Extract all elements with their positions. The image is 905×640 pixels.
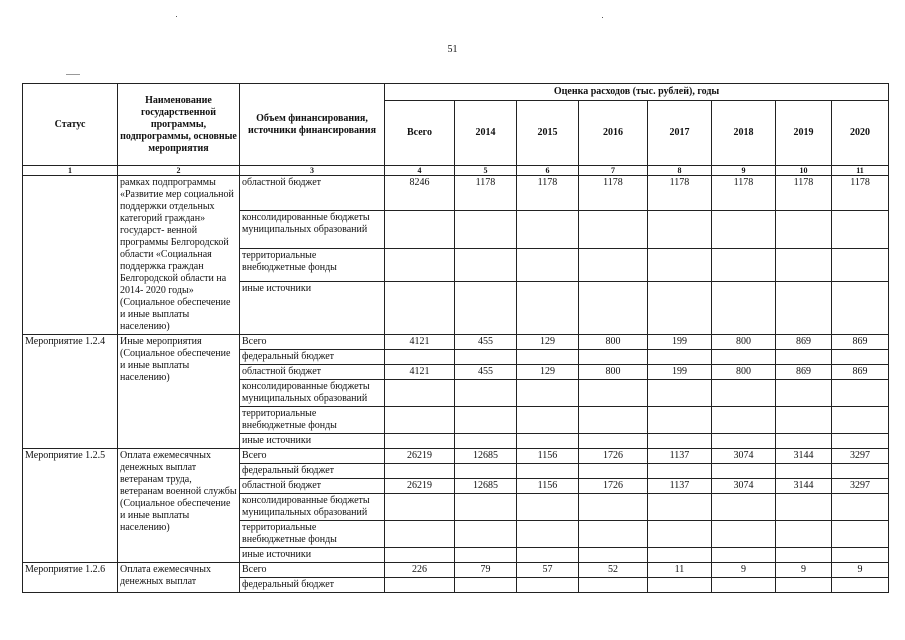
amount-cell: 3074 bbox=[712, 449, 776, 464]
amount-cell: 52 bbox=[579, 563, 648, 578]
funding-source-cell: областной бюджет bbox=[240, 176, 385, 211]
header-name: Наименование государственной программы, подпрограммы, основные мероприятия bbox=[118, 84, 240, 166]
amount-cell bbox=[455, 578, 517, 593]
funding-source-cell: иные источники bbox=[240, 282, 385, 335]
amount-cell: 9 bbox=[832, 563, 889, 578]
amount-cell bbox=[385, 521, 455, 548]
amount-cell: 1726 bbox=[579, 449, 648, 464]
amount-cell bbox=[579, 350, 648, 365]
amount-cell: 800 bbox=[712, 335, 776, 350]
amount-cell bbox=[385, 464, 455, 479]
amount-cell: 1178 bbox=[517, 176, 579, 211]
amount-cell: 129 bbox=[517, 365, 579, 380]
column-number: 4 bbox=[385, 166, 455, 176]
amount-cell bbox=[385, 494, 455, 521]
amount-cell bbox=[712, 249, 776, 282]
amount-cell bbox=[455, 380, 517, 407]
amount-cell bbox=[579, 494, 648, 521]
amount-cell bbox=[455, 521, 517, 548]
amount-cell bbox=[712, 407, 776, 434]
amount-cell bbox=[832, 494, 889, 521]
amount-cell bbox=[832, 578, 889, 593]
amount-cell bbox=[455, 211, 517, 249]
funding-source-cell: консолидированные бюджеты муниципальных образований bbox=[240, 494, 385, 521]
funding-source-cell: Всего bbox=[240, 449, 385, 464]
amount-cell bbox=[517, 548, 579, 563]
amount-cell bbox=[648, 578, 712, 593]
amount-cell bbox=[776, 578, 832, 593]
program-name-cell: Оплата ежемесячных денежных выплат bbox=[118, 563, 240, 593]
amount-cell: 1156 bbox=[517, 449, 579, 464]
amount-cell bbox=[517, 434, 579, 449]
amount-cell bbox=[712, 211, 776, 249]
amount-cell: 226 bbox=[385, 563, 455, 578]
program-name-cell: рамках подпрограммы «Развитие мер социальной поддержки отдельных категорий граждан» государст- венной программы Белгородской области «Социальная поддержка граждан Белгородской области на 2014- 2020 годы» (Социальное обеспечение и иные выплаты населению) bbox=[118, 176, 240, 335]
amount-cell bbox=[455, 249, 517, 282]
scan-speck bbox=[602, 17, 603, 18]
column-number: 8 bbox=[648, 166, 712, 176]
amount-cell bbox=[832, 548, 889, 563]
header-year: 2020 bbox=[832, 101, 889, 166]
amount-cell bbox=[776, 548, 832, 563]
amount-cell bbox=[517, 350, 579, 365]
amount-cell bbox=[776, 464, 832, 479]
amount-cell bbox=[712, 521, 776, 548]
column-number: 5 bbox=[455, 166, 517, 176]
amount-cell bbox=[517, 578, 579, 593]
amount-cell bbox=[579, 578, 648, 593]
amount-cell bbox=[579, 211, 648, 249]
amount-cell bbox=[832, 464, 889, 479]
amount-cell: 1178 bbox=[455, 176, 517, 211]
amount-cell: 1726 bbox=[579, 479, 648, 494]
amount-cell: 800 bbox=[579, 335, 648, 350]
amount-cell bbox=[517, 380, 579, 407]
amount-cell: 12685 bbox=[455, 449, 517, 464]
amount-cell bbox=[579, 249, 648, 282]
amount-cell bbox=[385, 548, 455, 563]
amount-cell: 1178 bbox=[712, 176, 776, 211]
amount-cell: 455 bbox=[455, 365, 517, 380]
amount-cell: 3297 bbox=[832, 449, 889, 464]
status-cell: Мероприятие 1.2.4 bbox=[23, 335, 118, 449]
amount-cell bbox=[579, 548, 648, 563]
status-cell bbox=[23, 176, 118, 335]
amount-cell bbox=[517, 249, 579, 282]
amount-cell bbox=[648, 350, 712, 365]
header-year: 2014 bbox=[455, 101, 517, 166]
amount-cell bbox=[776, 407, 832, 434]
amount-cell: 1178 bbox=[648, 176, 712, 211]
amount-cell bbox=[455, 350, 517, 365]
amount-cell bbox=[455, 434, 517, 449]
amount-cell: 199 bbox=[648, 335, 712, 350]
amount-cell: 8246 bbox=[385, 176, 455, 211]
amount-cell bbox=[648, 380, 712, 407]
amount-cell bbox=[776, 282, 832, 335]
table-row bbox=[23, 335, 889, 350]
column-number: 2 bbox=[118, 166, 240, 176]
page-number: 51 bbox=[447, 44, 458, 55]
amount-cell bbox=[579, 434, 648, 449]
funding-source-cell: иные источники bbox=[240, 434, 385, 449]
amount-cell bbox=[832, 521, 889, 548]
amount-cell bbox=[385, 350, 455, 365]
amount-cell bbox=[455, 464, 517, 479]
amount-cell: 26219 bbox=[385, 479, 455, 494]
amount-cell bbox=[712, 464, 776, 479]
amount-cell bbox=[832, 249, 889, 282]
amount-cell: 9 bbox=[712, 563, 776, 578]
amount-cell bbox=[517, 282, 579, 335]
funding-source-cell: территориальные внебюджетные фонды bbox=[240, 249, 385, 282]
funding-source-cell: иные источники bbox=[240, 548, 385, 563]
column-number: 10 bbox=[776, 166, 832, 176]
header-status: Статус bbox=[23, 84, 118, 166]
header-year: 2016 bbox=[579, 101, 648, 166]
amount-cell: 1178 bbox=[832, 176, 889, 211]
amount-cell: 12685 bbox=[455, 479, 517, 494]
amount-cell bbox=[385, 282, 455, 335]
amount-cell bbox=[517, 494, 579, 521]
amount-cell bbox=[776, 494, 832, 521]
amount-cell: 1178 bbox=[579, 176, 648, 211]
scan-speck bbox=[66, 74, 80, 75]
funding-source-cell: территориальные внебюджетные фонды bbox=[240, 407, 385, 434]
amount-cell bbox=[832, 380, 889, 407]
amount-cell: 1137 bbox=[648, 479, 712, 494]
amount-cell bbox=[648, 282, 712, 335]
amount-cell bbox=[776, 521, 832, 548]
amount-cell bbox=[712, 548, 776, 563]
amount-cell: 869 bbox=[776, 335, 832, 350]
amount-cell bbox=[385, 380, 455, 407]
amount-cell: 1178 bbox=[776, 176, 832, 211]
amount-cell bbox=[832, 407, 889, 434]
amount-cell: 1156 bbox=[517, 479, 579, 494]
funding-source-cell: областной бюджет bbox=[240, 365, 385, 380]
amount-cell bbox=[712, 282, 776, 335]
funding-source-cell: консолидированные бюджеты муниципальных образований bbox=[240, 380, 385, 407]
column-number: 7 bbox=[579, 166, 648, 176]
amount-cell bbox=[648, 464, 712, 479]
amount-cell: 9 bbox=[776, 563, 832, 578]
amount-cell bbox=[832, 350, 889, 365]
amount-cell bbox=[517, 464, 579, 479]
scan-speck bbox=[176, 16, 177, 17]
amount-cell bbox=[712, 494, 776, 521]
amount-cell bbox=[455, 282, 517, 335]
amount-cell bbox=[832, 434, 889, 449]
amount-cell bbox=[648, 407, 712, 434]
amount-cell: 129 bbox=[517, 335, 579, 350]
amount-cell: 4121 bbox=[385, 335, 455, 350]
amount-cell bbox=[455, 494, 517, 521]
status-cell: Мероприятие 1.2.5 bbox=[23, 449, 118, 563]
amount-cell bbox=[648, 521, 712, 548]
amount-cell bbox=[385, 578, 455, 593]
amount-cell bbox=[712, 380, 776, 407]
amount-cell bbox=[579, 407, 648, 434]
amount-cell bbox=[385, 407, 455, 434]
amount-cell bbox=[517, 521, 579, 548]
table-row bbox=[23, 449, 889, 464]
amount-cell: 800 bbox=[579, 365, 648, 380]
amount-cell: 57 bbox=[517, 563, 579, 578]
program-name-cell: Оплата ежемесячных денежных выплат ветеранам труда, ветеранам военной службы (Социальное обеспечение и иные выплаты населению) bbox=[118, 449, 240, 563]
table-row bbox=[23, 176, 889, 211]
amount-cell bbox=[385, 249, 455, 282]
header-year: 2015 bbox=[517, 101, 579, 166]
amount-cell: 869 bbox=[832, 335, 889, 350]
amount-cell bbox=[648, 548, 712, 563]
amount-cell: 3144 bbox=[776, 449, 832, 464]
amount-cell: 869 bbox=[776, 365, 832, 380]
header-year: 2019 bbox=[776, 101, 832, 166]
header-funding: Объем финансирования, источники финансирования bbox=[240, 84, 385, 166]
column-number: 1 bbox=[23, 166, 118, 176]
header-year: Всего bbox=[385, 101, 455, 166]
amount-cell bbox=[579, 282, 648, 335]
funding-source-cell: консолидированные бюджеты муниципальных образований bbox=[240, 211, 385, 249]
amount-cell bbox=[648, 211, 712, 249]
table-row bbox=[23, 563, 889, 578]
amount-cell bbox=[385, 211, 455, 249]
amount-cell bbox=[517, 211, 579, 249]
program-name-cell: Иные мероприятия (Социальное обеспечение и иные выплаты населению) bbox=[118, 335, 240, 449]
amount-cell bbox=[455, 407, 517, 434]
funding-source-cell: федеральный бюджет bbox=[240, 578, 385, 593]
amount-cell bbox=[517, 407, 579, 434]
amount-cell: 455 bbox=[455, 335, 517, 350]
column-number: 11 bbox=[832, 166, 889, 176]
status-cell: Мероприятие 1.2.6 bbox=[23, 563, 118, 593]
funding-table bbox=[22, 83, 889, 593]
header-year: 2018 bbox=[712, 101, 776, 166]
funding-source-cell: областной бюджет bbox=[240, 479, 385, 494]
header-year: 2017 bbox=[648, 101, 712, 166]
table-body bbox=[23, 176, 889, 593]
column-number: 6 bbox=[517, 166, 579, 176]
amount-cell bbox=[648, 494, 712, 521]
amount-cell bbox=[455, 548, 517, 563]
amount-cell bbox=[648, 249, 712, 282]
amount-cell bbox=[776, 380, 832, 407]
amount-cell bbox=[776, 434, 832, 449]
amount-cell: 800 bbox=[712, 365, 776, 380]
amount-cell bbox=[832, 282, 889, 335]
amount-cell bbox=[776, 249, 832, 282]
amount-cell bbox=[712, 578, 776, 593]
amount-cell: 26219 bbox=[385, 449, 455, 464]
column-number: 3 bbox=[240, 166, 385, 176]
amount-cell bbox=[385, 434, 455, 449]
amount-cell bbox=[579, 380, 648, 407]
amount-cell bbox=[832, 211, 889, 249]
amount-cell bbox=[776, 211, 832, 249]
funding-source-cell: федеральный бюджет bbox=[240, 464, 385, 479]
amount-cell: 11 bbox=[648, 563, 712, 578]
amount-cell: 869 bbox=[832, 365, 889, 380]
amount-cell bbox=[776, 350, 832, 365]
amount-cell: 4121 bbox=[385, 365, 455, 380]
amount-cell: 3297 bbox=[832, 479, 889, 494]
amount-cell: 79 bbox=[455, 563, 517, 578]
amount-cell: 3144 bbox=[776, 479, 832, 494]
funding-source-cell: Всего bbox=[240, 335, 385, 350]
amount-cell bbox=[712, 434, 776, 449]
amount-cell: 1137 bbox=[648, 449, 712, 464]
amount-cell: 199 bbox=[648, 365, 712, 380]
funding-source-cell: территориальные внебюджетные фонды bbox=[240, 521, 385, 548]
amount-cell bbox=[712, 350, 776, 365]
column-number: 9 bbox=[712, 166, 776, 176]
funding-source-cell: федеральный бюджет bbox=[240, 350, 385, 365]
amount-cell bbox=[579, 464, 648, 479]
amount-cell bbox=[648, 434, 712, 449]
funding-source-cell: Всего bbox=[240, 563, 385, 578]
header-estimate: Оценка расходов (тыс. рублей), годы bbox=[385, 84, 889, 101]
amount-cell: 3074 bbox=[712, 479, 776, 494]
amount-cell bbox=[579, 521, 648, 548]
